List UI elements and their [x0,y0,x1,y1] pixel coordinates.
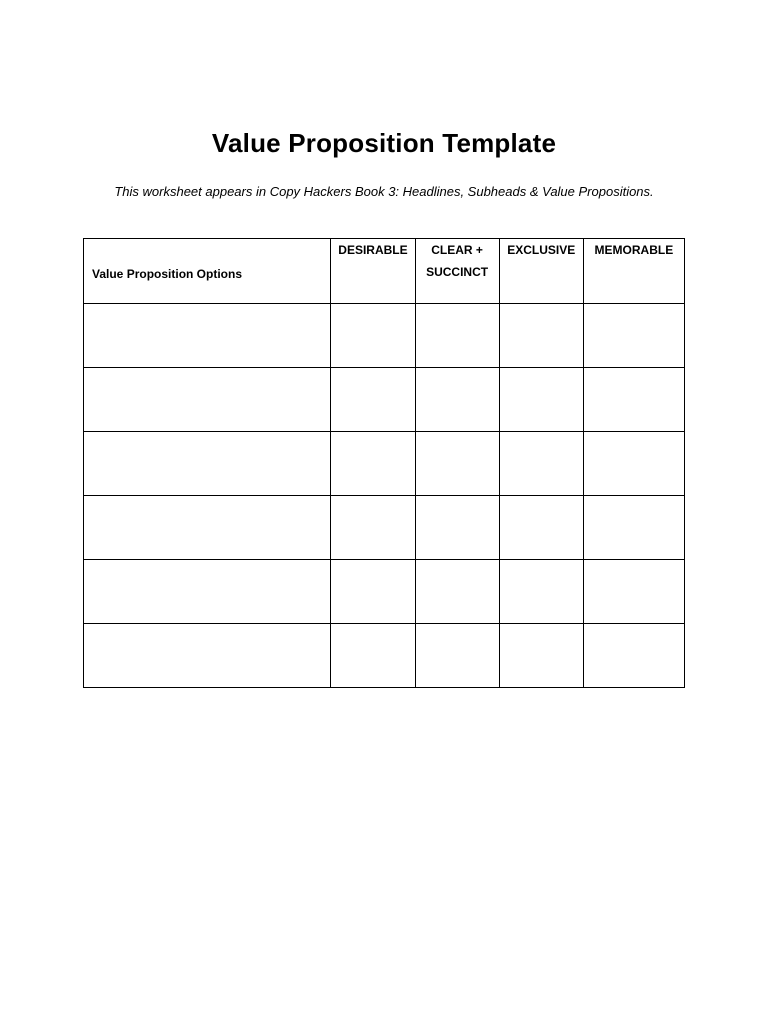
clear-succinct-cell[interactable] [415,304,499,368]
desirable-cell[interactable] [331,368,415,432]
desirable-cell[interactable] [331,432,415,496]
table-row [84,432,685,496]
desirable-cell[interactable] [331,496,415,560]
memorable-cell[interactable] [583,304,684,368]
header-memorable: MEMORABLE [583,239,684,304]
option-cell[interactable] [84,368,331,432]
option-cell[interactable] [84,496,331,560]
clear-succinct-cell[interactable] [415,368,499,432]
header-clear-line2: SUCCINCT [426,265,489,279]
memorable-cell[interactable] [583,560,684,624]
exclusive-cell[interactable] [499,560,583,624]
memorable-cell[interactable] [583,624,684,688]
value-proposition-table [83,238,685,688]
option-cell[interactable] [84,432,331,496]
table-row [84,304,685,368]
option-cell[interactable] [84,560,331,624]
exclusive-cell[interactable] [499,432,583,496]
header-clear-line1: CLEAR + [431,243,483,257]
clear-succinct-cell[interactable] [415,624,499,688]
header-value-proposition-options: Value Proposition Options [84,239,331,304]
desirable-cell[interactable] [331,624,415,688]
exclusive-cell[interactable] [499,304,583,368]
exclusive-cell[interactable] [499,368,583,432]
memorable-cell[interactable] [583,496,684,560]
table-header-row [84,239,685,304]
option-cell[interactable] [84,304,331,368]
page-title: Value Proposition Template [211,128,557,158]
desirable-cell[interactable] [331,304,415,368]
desirable-cell[interactable] [331,560,415,624]
table-row [84,624,685,688]
table-row [84,368,685,432]
clear-succinct-cell[interactable] [415,496,499,560]
header-desirable: DESIRABLE [331,239,415,304]
option-cell[interactable] [84,624,331,688]
page-subtitle: This worksheet appears in Copy Hackers Book 3: Headlines, Subheads & Value Propositions. [114,184,654,199]
exclusive-cell[interactable] [499,624,583,688]
exclusive-cell[interactable] [499,496,583,560]
table-row [84,496,685,560]
memorable-cell[interactable] [583,368,684,432]
header-clear-succinct [415,239,499,304]
clear-succinct-cell[interactable] [415,560,499,624]
clear-succinct-cell[interactable] [415,432,499,496]
header-exclusive: EXCLUSIVE [499,239,583,304]
memorable-cell[interactable] [583,432,684,496]
table-row [84,560,685,624]
